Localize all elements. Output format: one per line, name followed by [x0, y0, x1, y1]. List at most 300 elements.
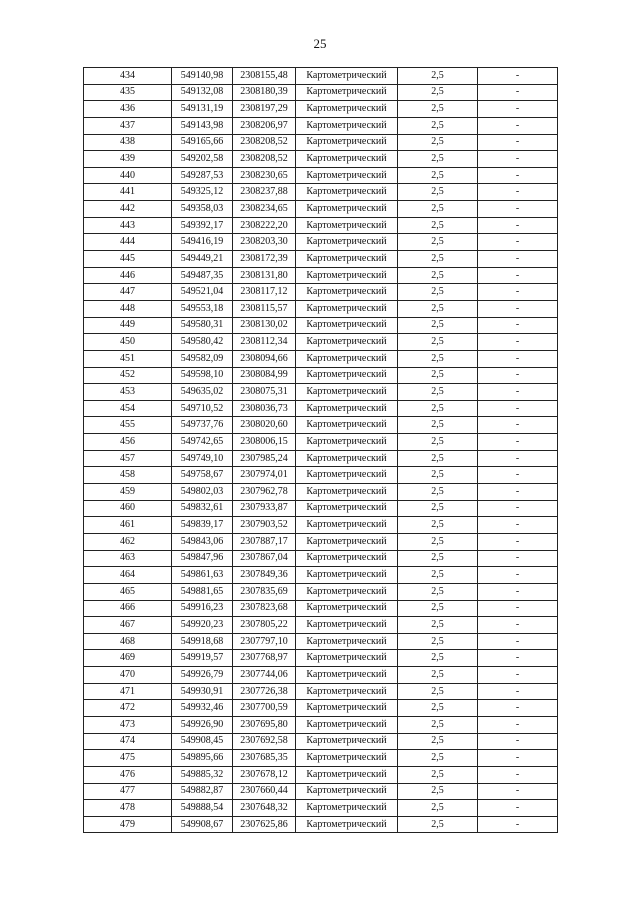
accuracy-cell: 2,5 — [398, 151, 478, 168]
accuracy-cell: 2,5 — [398, 334, 478, 351]
method-cell: Картометрический — [296, 550, 398, 567]
y-coordinate-cell: 2308075,31 — [233, 384, 296, 401]
accuracy-cell: 2,5 — [398, 567, 478, 584]
x-coordinate-cell: 549580,31 — [172, 317, 233, 334]
table-row — [84, 667, 558, 684]
note-cell: - — [478, 617, 558, 634]
x-coordinate-cell: 549287,53 — [172, 167, 233, 184]
table-row — [84, 683, 558, 700]
point-number-cell: 475 — [84, 750, 172, 767]
y-coordinate-cell: 2308006,15 — [233, 434, 296, 451]
method-cell: Картометрический — [296, 600, 398, 617]
method-cell: Картометрический — [296, 384, 398, 401]
x-coordinate-cell: 549908,45 — [172, 733, 233, 750]
table-row — [84, 550, 558, 567]
x-coordinate-cell: 549635,02 — [172, 384, 233, 401]
x-coordinate-cell: 549132,08 — [172, 84, 233, 101]
table-row — [84, 251, 558, 268]
accuracy-cell: 2,5 — [398, 184, 478, 201]
table-row — [84, 384, 558, 401]
method-cell: Картометрический — [296, 184, 398, 201]
x-coordinate-cell: 549140,98 — [172, 68, 233, 85]
accuracy-cell: 2,5 — [398, 716, 478, 733]
method-cell: Картометрический — [296, 650, 398, 667]
table-row — [84, 500, 558, 517]
note-cell: - — [478, 300, 558, 317]
accuracy-cell: 2,5 — [398, 766, 478, 783]
table-row — [84, 467, 558, 484]
point-number-cell: 452 — [84, 367, 172, 384]
x-coordinate-cell: 549839,17 — [172, 517, 233, 534]
accuracy-cell: 2,5 — [398, 300, 478, 317]
table-row — [84, 68, 558, 85]
method-cell: Картометрический — [296, 533, 398, 550]
note-cell: - — [478, 700, 558, 717]
note-cell: - — [478, 816, 558, 833]
x-coordinate-cell: 549202,58 — [172, 151, 233, 168]
accuracy-cell: 2,5 — [398, 467, 478, 484]
accuracy-cell: 2,5 — [398, 683, 478, 700]
x-coordinate-cell: 549449,21 — [172, 251, 233, 268]
x-coordinate-cell: 549885,32 — [172, 766, 233, 783]
point-number-cell: 477 — [84, 783, 172, 800]
note-cell: - — [478, 467, 558, 484]
y-coordinate-cell: 2307648,32 — [233, 800, 296, 817]
y-coordinate-cell: 2308036,73 — [233, 400, 296, 417]
table-row — [84, 284, 558, 301]
point-number-cell: 451 — [84, 350, 172, 367]
point-number-cell: 454 — [84, 400, 172, 417]
note-cell: - — [478, 267, 558, 284]
y-coordinate-cell: 2308206,97 — [233, 117, 296, 134]
note-cell: - — [478, 167, 558, 184]
point-number-cell: 472 — [84, 700, 172, 717]
method-cell: Картометрический — [296, 733, 398, 750]
table-row — [84, 450, 558, 467]
y-coordinate-cell: 2308234,65 — [233, 201, 296, 218]
note-cell: - — [478, 550, 558, 567]
note-cell: - — [478, 117, 558, 134]
method-cell: Картометрический — [296, 167, 398, 184]
point-number-cell: 443 — [84, 217, 172, 234]
x-coordinate-cell: 549582,09 — [172, 350, 233, 367]
note-cell: - — [478, 217, 558, 234]
y-coordinate-cell: 2308117,12 — [233, 284, 296, 301]
x-coordinate-cell: 549392,17 — [172, 217, 233, 234]
point-number-cell: 464 — [84, 567, 172, 584]
accuracy-cell: 2,5 — [398, 517, 478, 534]
y-coordinate-cell: 2308094,66 — [233, 350, 296, 367]
x-coordinate-cell: 549165,66 — [172, 134, 233, 151]
method-cell: Картометрический — [296, 134, 398, 151]
point-number-cell: 444 — [84, 234, 172, 251]
accuracy-cell: 2,5 — [398, 650, 478, 667]
table-row — [84, 766, 558, 783]
y-coordinate-cell: 2308130,02 — [233, 317, 296, 334]
x-coordinate-cell: 549926,79 — [172, 667, 233, 684]
method-cell: Картометрический — [296, 417, 398, 434]
accuracy-cell: 2,5 — [398, 816, 478, 833]
table-row — [84, 367, 558, 384]
point-number-cell: 468 — [84, 633, 172, 650]
note-cell: - — [478, 201, 558, 218]
table-row — [84, 533, 558, 550]
table-row — [84, 800, 558, 817]
x-coordinate-cell: 549847,96 — [172, 550, 233, 567]
note-cell: - — [478, 101, 558, 118]
point-number-cell: 479 — [84, 816, 172, 833]
y-coordinate-cell: 2308230,65 — [233, 167, 296, 184]
x-coordinate-cell: 549881,65 — [172, 583, 233, 600]
table-row — [84, 517, 558, 534]
point-number-cell: 460 — [84, 500, 172, 517]
y-coordinate-cell: 2307695,80 — [233, 716, 296, 733]
x-coordinate-cell: 549888,54 — [172, 800, 233, 817]
point-number-cell: 465 — [84, 583, 172, 600]
accuracy-cell: 2,5 — [398, 800, 478, 817]
accuracy-cell: 2,5 — [398, 251, 478, 268]
accuracy-cell: 2,5 — [398, 750, 478, 767]
point-number-cell: 439 — [84, 151, 172, 168]
point-number-cell: 474 — [84, 733, 172, 750]
method-cell: Картометрический — [296, 700, 398, 717]
note-cell: - — [478, 151, 558, 168]
y-coordinate-cell: 2308172,39 — [233, 251, 296, 268]
note-cell: - — [478, 567, 558, 584]
x-coordinate-cell: 549843,06 — [172, 533, 233, 550]
y-coordinate-cell: 2307797,10 — [233, 633, 296, 650]
x-coordinate-cell: 549758,67 — [172, 467, 233, 484]
point-number-cell: 469 — [84, 650, 172, 667]
method-cell: Картометрический — [296, 334, 398, 351]
page-number: 25 — [313, 36, 327, 51]
accuracy-cell: 2,5 — [398, 201, 478, 218]
y-coordinate-cell: 2307768,97 — [233, 650, 296, 667]
x-coordinate-cell: 549580,42 — [172, 334, 233, 351]
x-coordinate-cell: 549737,76 — [172, 417, 233, 434]
table-row — [84, 267, 558, 284]
table-row — [84, 101, 558, 118]
method-cell: Картометрический — [296, 617, 398, 634]
accuracy-cell: 2,5 — [398, 733, 478, 750]
x-coordinate-cell: 549358,03 — [172, 201, 233, 218]
x-coordinate-cell: 549325,12 — [172, 184, 233, 201]
method-cell: Картометрический — [296, 317, 398, 334]
table-row — [84, 434, 558, 451]
x-coordinate-cell: 549143,98 — [172, 117, 233, 134]
note-cell: - — [478, 484, 558, 501]
table-row — [84, 583, 558, 600]
accuracy-cell: 2,5 — [398, 234, 478, 251]
method-cell: Картометрический — [296, 267, 398, 284]
note-cell: - — [478, 134, 558, 151]
note-cell: - — [478, 68, 558, 85]
y-coordinate-cell: 2308222,20 — [233, 217, 296, 234]
y-coordinate-cell: 2307744,06 — [233, 667, 296, 684]
note-cell: - — [478, 733, 558, 750]
x-coordinate-cell: 549487,35 — [172, 267, 233, 284]
note-cell: - — [478, 750, 558, 767]
point-number-cell: 471 — [84, 683, 172, 700]
table-row — [84, 300, 558, 317]
table-row — [84, 234, 558, 251]
accuracy-cell: 2,5 — [398, 700, 478, 717]
point-number-cell: 436 — [84, 101, 172, 118]
y-coordinate-cell: 2307805,22 — [233, 617, 296, 634]
point-number-cell: 450 — [84, 334, 172, 351]
accuracy-cell: 2,5 — [398, 284, 478, 301]
accuracy-cell: 2,5 — [398, 134, 478, 151]
table-row — [84, 650, 558, 667]
table-row — [84, 617, 558, 634]
table-row — [84, 184, 558, 201]
coordinates-table — [83, 67, 558, 833]
table-row — [84, 350, 558, 367]
x-coordinate-cell: 549521,04 — [172, 284, 233, 301]
x-coordinate-cell: 549920,23 — [172, 617, 233, 634]
y-coordinate-cell: 2307700,59 — [233, 700, 296, 717]
note-cell: - — [478, 350, 558, 367]
note-cell: - — [478, 284, 558, 301]
table-row — [84, 484, 558, 501]
note-cell: - — [478, 766, 558, 783]
note-cell: - — [478, 384, 558, 401]
x-coordinate-cell: 549598,10 — [172, 367, 233, 384]
note-cell: - — [478, 533, 558, 550]
x-coordinate-cell: 549916,23 — [172, 600, 233, 617]
note-cell: - — [478, 650, 558, 667]
method-cell: Картометрический — [296, 201, 398, 218]
y-coordinate-cell: 2307867,04 — [233, 550, 296, 567]
point-number-cell: 438 — [84, 134, 172, 151]
accuracy-cell: 2,5 — [398, 217, 478, 234]
x-coordinate-cell: 549882,87 — [172, 783, 233, 800]
y-coordinate-cell: 2308020,60 — [233, 417, 296, 434]
note-cell: - — [478, 84, 558, 101]
note-cell: - — [478, 600, 558, 617]
method-cell: Картометрический — [296, 500, 398, 517]
method-cell: Картометрический — [296, 683, 398, 700]
x-coordinate-cell: 549710,52 — [172, 400, 233, 417]
accuracy-cell: 2,5 — [398, 617, 478, 634]
y-coordinate-cell: 2308084,99 — [233, 367, 296, 384]
table-row — [84, 417, 558, 434]
accuracy-cell: 2,5 — [398, 550, 478, 567]
point-number-cell: 456 — [84, 434, 172, 451]
note-cell: - — [478, 184, 558, 201]
y-coordinate-cell: 2307660,44 — [233, 783, 296, 800]
table-row — [84, 783, 558, 800]
accuracy-cell: 2,5 — [398, 583, 478, 600]
accuracy-cell: 2,5 — [398, 533, 478, 550]
note-cell: - — [478, 434, 558, 451]
note-cell: - — [478, 234, 558, 251]
y-coordinate-cell: 2308131,80 — [233, 267, 296, 284]
y-coordinate-cell: 2307678,12 — [233, 766, 296, 783]
point-number-cell: 461 — [84, 517, 172, 534]
table-row — [84, 567, 558, 584]
y-coordinate-cell: 2308112,34 — [233, 334, 296, 351]
y-coordinate-cell: 2308237,88 — [233, 184, 296, 201]
x-coordinate-cell: 549930,91 — [172, 683, 233, 700]
note-cell: - — [478, 517, 558, 534]
accuracy-cell: 2,5 — [398, 117, 478, 134]
note-cell: - — [478, 367, 558, 384]
accuracy-cell: 2,5 — [398, 450, 478, 467]
method-cell: Картометрический — [296, 284, 398, 301]
y-coordinate-cell: 2307726,38 — [233, 683, 296, 700]
point-number-cell: 458 — [84, 467, 172, 484]
table-row — [84, 400, 558, 417]
accuracy-cell: 2,5 — [398, 68, 478, 85]
accuracy-cell: 2,5 — [398, 500, 478, 517]
note-cell: - — [478, 317, 558, 334]
x-coordinate-cell: 549918,68 — [172, 633, 233, 650]
point-number-cell: 437 — [84, 117, 172, 134]
method-cell: Картометрический — [296, 84, 398, 101]
note-cell: - — [478, 716, 558, 733]
x-coordinate-cell: 549742,65 — [172, 434, 233, 451]
point-number-cell: 466 — [84, 600, 172, 617]
note-cell: - — [478, 583, 558, 600]
table-row — [84, 600, 558, 617]
method-cell: Картометрический — [296, 68, 398, 85]
point-number-cell: 445 — [84, 251, 172, 268]
y-coordinate-cell: 2308208,52 — [233, 151, 296, 168]
point-number-cell: 447 — [84, 284, 172, 301]
method-cell: Картометрический — [296, 251, 398, 268]
point-number-cell: 442 — [84, 201, 172, 218]
point-number-cell: 476 — [84, 766, 172, 783]
note-cell: - — [478, 800, 558, 817]
table-row — [84, 317, 558, 334]
x-coordinate-cell: 549832,61 — [172, 500, 233, 517]
method-cell: Картометрический — [296, 633, 398, 650]
method-cell: Картометрический — [296, 117, 398, 134]
note-cell: - — [478, 667, 558, 684]
accuracy-cell: 2,5 — [398, 633, 478, 650]
method-cell: Картометрический — [296, 567, 398, 584]
method-cell: Картометрический — [296, 583, 398, 600]
table-row — [84, 134, 558, 151]
note-cell: - — [478, 500, 558, 517]
y-coordinate-cell: 2307849,36 — [233, 567, 296, 584]
point-number-cell: 467 — [84, 617, 172, 634]
point-number-cell: 457 — [84, 450, 172, 467]
x-coordinate-cell: 549802,03 — [172, 484, 233, 501]
point-number-cell: 478 — [84, 800, 172, 817]
y-coordinate-cell: 2308203,30 — [233, 234, 296, 251]
table-row — [84, 217, 558, 234]
note-cell: - — [478, 783, 558, 800]
method-cell: Картометрический — [296, 367, 398, 384]
point-number-cell: 446 — [84, 267, 172, 284]
y-coordinate-cell: 2307985,24 — [233, 450, 296, 467]
x-coordinate-cell: 549553,18 — [172, 300, 233, 317]
method-cell: Картометрический — [296, 800, 398, 817]
accuracy-cell: 2,5 — [398, 317, 478, 334]
method-cell: Картометрический — [296, 234, 398, 251]
accuracy-cell: 2,5 — [398, 267, 478, 284]
y-coordinate-cell: 2308208,52 — [233, 134, 296, 151]
method-cell: Картометрический — [296, 467, 398, 484]
point-number-cell: 448 — [84, 300, 172, 317]
x-coordinate-cell: 549926,90 — [172, 716, 233, 733]
accuracy-cell: 2,5 — [398, 400, 478, 417]
table-row — [84, 167, 558, 184]
x-coordinate-cell: 549919,57 — [172, 650, 233, 667]
x-coordinate-cell: 549131,19 — [172, 101, 233, 118]
point-number-cell: 463 — [84, 550, 172, 567]
x-coordinate-cell: 549908,67 — [172, 816, 233, 833]
point-number-cell: 434 — [84, 68, 172, 85]
note-cell: - — [478, 334, 558, 351]
method-cell: Картометрический — [296, 400, 398, 417]
method-cell: Картометрический — [296, 300, 398, 317]
point-number-cell: 449 — [84, 317, 172, 334]
y-coordinate-cell: 2307835,69 — [233, 583, 296, 600]
method-cell: Картометрический — [296, 766, 398, 783]
accuracy-cell: 2,5 — [398, 667, 478, 684]
x-coordinate-cell: 549416,19 — [172, 234, 233, 251]
y-coordinate-cell: 2307625,86 — [233, 816, 296, 833]
method-cell: Картометрический — [296, 750, 398, 767]
accuracy-cell: 2,5 — [398, 101, 478, 118]
x-coordinate-cell: 549861,63 — [172, 567, 233, 584]
method-cell: Картометрический — [296, 101, 398, 118]
accuracy-cell: 2,5 — [398, 367, 478, 384]
table-row — [84, 334, 558, 351]
note-cell: - — [478, 633, 558, 650]
table-row — [84, 84, 558, 101]
note-cell: - — [478, 251, 558, 268]
method-cell: Картометрический — [296, 517, 398, 534]
accuracy-cell: 2,5 — [398, 84, 478, 101]
method-cell: Картометрический — [296, 151, 398, 168]
x-coordinate-cell: 549749,10 — [172, 450, 233, 467]
y-coordinate-cell: 2307692,58 — [233, 733, 296, 750]
y-coordinate-cell: 2308155,48 — [233, 68, 296, 85]
table-row — [84, 151, 558, 168]
table-row — [84, 633, 558, 650]
point-number-cell: 453 — [84, 384, 172, 401]
note-cell: - — [478, 417, 558, 434]
accuracy-cell: 2,5 — [398, 167, 478, 184]
y-coordinate-cell: 2308180,39 — [233, 84, 296, 101]
method-cell: Картометрический — [296, 434, 398, 451]
method-cell: Картометрический — [296, 716, 398, 733]
table-row — [84, 201, 558, 218]
table-row — [84, 733, 558, 750]
table-row — [84, 700, 558, 717]
accuracy-cell: 2,5 — [398, 384, 478, 401]
x-coordinate-cell: 549895,66 — [172, 750, 233, 767]
note-cell: - — [478, 450, 558, 467]
method-cell: Картометрический — [296, 450, 398, 467]
table-row — [84, 750, 558, 767]
point-number-cell: 462 — [84, 533, 172, 550]
method-cell: Картометрический — [296, 217, 398, 234]
accuracy-cell: 2,5 — [398, 350, 478, 367]
point-number-cell: 435 — [84, 84, 172, 101]
method-cell: Картометрический — [296, 484, 398, 501]
y-coordinate-cell: 2308197,29 — [233, 101, 296, 118]
y-coordinate-cell: 2307903,52 — [233, 517, 296, 534]
point-number-cell: 455 — [84, 417, 172, 434]
y-coordinate-cell: 2308115,57 — [233, 300, 296, 317]
y-coordinate-cell: 2307962,78 — [233, 484, 296, 501]
point-number-cell: 459 — [84, 484, 172, 501]
